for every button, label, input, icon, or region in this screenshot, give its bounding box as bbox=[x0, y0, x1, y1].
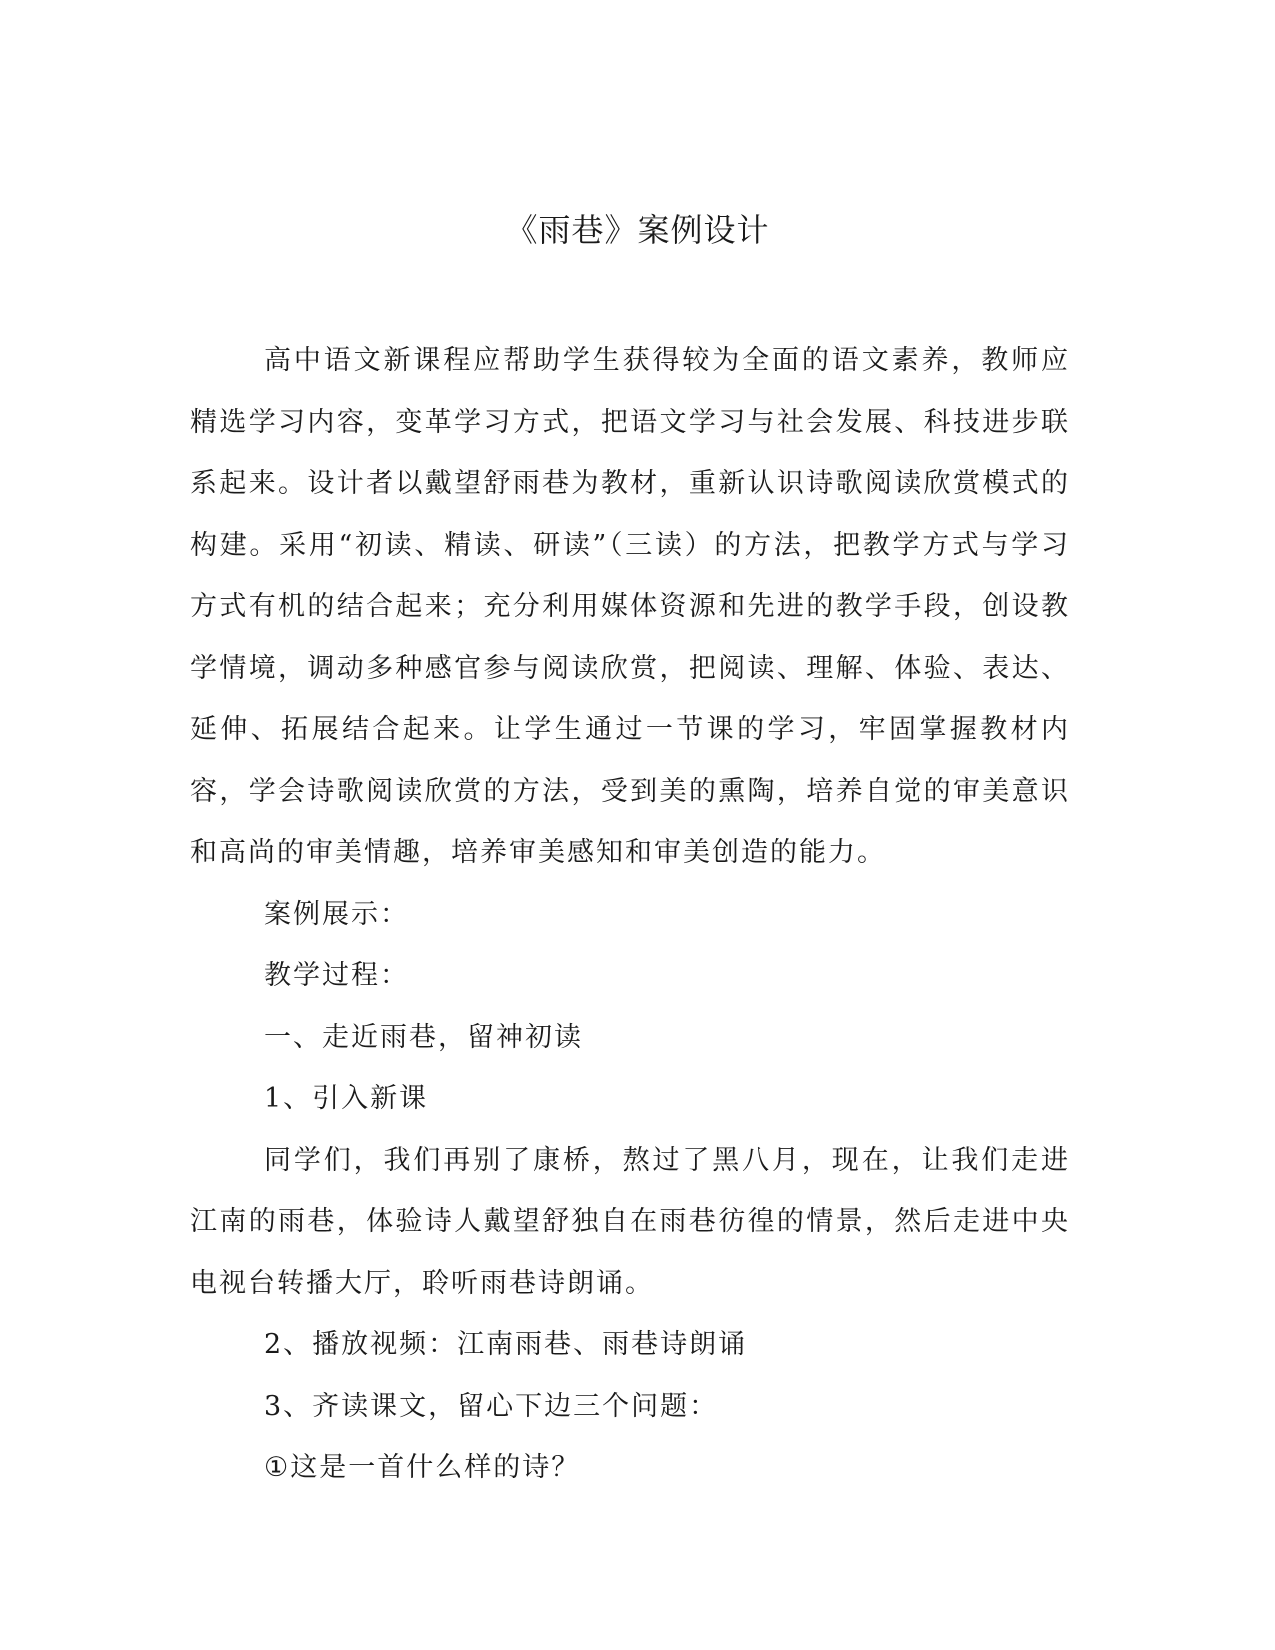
teaching-process-label: 教学过程： bbox=[264, 960, 409, 991]
question-1-text: 这是一首什么样的诗？ bbox=[290, 1452, 581, 1483]
question-1-marker: ① bbox=[264, 1452, 291, 1483]
step-1-heading: 1、引入新课 bbox=[264, 1083, 429, 1114]
intro-paragraph: 高中语文新课程应帮助学生获得较为全面的语文素养，教师应精选学习内容，变革学习方式，把语文学习与社会发展、科技进步联系起来。设计者以戴望舒雨巷为教材，重新认识诗歌阅读欣赏模式的构建。采用“初读、精读、研读”（三读）的方法，把教学方式与学习方式有机的结合起来；充分利用媒体资源和先进的教学手段，创设教学情境，调动多种感官参与阅读欣赏，把阅读、理解、体验、表达、延伸、拓展结合起来。让学生通过一节课的学习，牢固掌握教材内容，学会诗歌阅读欣赏的方法，受到美的熏陶，培养自觉的审美意识和高尚的审美情趣，培养审美感知和审美创造的能力。 bbox=[190, 345, 1070, 868]
document-title: 《雨巷》案例设计 bbox=[505, 211, 770, 249]
section-one-heading: 一、走近雨巷，留神初读 bbox=[264, 1021, 583, 1053]
step-1-paragraph: 同学们，我们再别了康桥，熬过了黑八月，现在，让我们走进江南的雨巷，体验诗人戴望舒独自在雨巷彷徨的情景，然后走进中央电视台转播大厅，聆听雨巷诗朗诵。 bbox=[190, 1144, 1070, 1299]
step-3-heading: 3、齐读课文，留心下边三个问题： bbox=[264, 1390, 719, 1422]
case-display-label: 案例展示： bbox=[264, 898, 409, 930]
step-2-heading: 2、播放视频：江南雨巷、雨巷诗朗诵 bbox=[264, 1329, 748, 1360]
question-1 bbox=[190, 1437, 1070, 1499]
document-body bbox=[190, 330, 1070, 1499]
